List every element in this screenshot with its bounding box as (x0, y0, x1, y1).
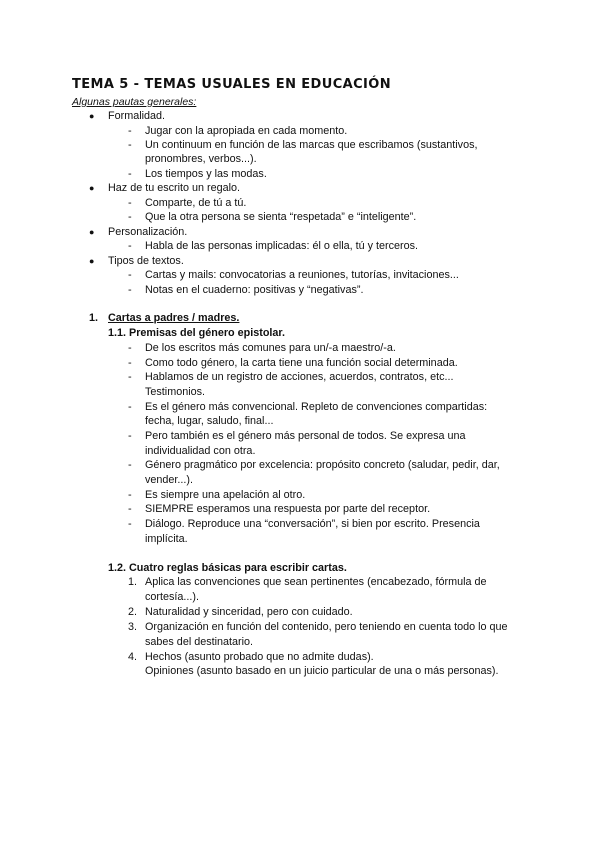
list-item: Diálogo. Reproduce una “conversación”, si bien por escrito. Presencia (145, 518, 480, 530)
rule-number: 4. (128, 651, 138, 663)
list-item-continued: cortesía...). (145, 591, 200, 603)
list-item: Un continuum en función de las marcas que escribamos (sustantivos, (145, 139, 478, 151)
list-item: Organización en función del contenido, pero teniendo en cuenta todo lo que (145, 621, 508, 633)
list-item-continued: individualidad con otra. (145, 445, 256, 457)
list-item: SIEMPRE esperamos una respuesta por parte del receptor. (145, 503, 431, 515)
dash-icon: - (128, 518, 132, 530)
rule-number: 1. (128, 576, 138, 588)
bullet-label: Haz de tu escrito un regalo. (108, 182, 241, 194)
subsection-heading: 1.2. Cuatro reglas básicas para escribir cartas. (108, 562, 347, 574)
list-item-continued: sabes del destinatario. (145, 636, 254, 648)
list-item-continued: pronombres, verbos...). (145, 153, 257, 165)
list-item-continued: Testimonios. (145, 386, 206, 398)
rule-number: 2. (128, 606, 138, 618)
list-item: Comparte, de tú a tú. (145, 197, 247, 209)
section-heading: Cartas a padres / madres. (108, 312, 240, 324)
dash-icon: - (128, 371, 132, 383)
list-item: Habla de las personas implicadas: él o ella, tú y terceros. (145, 240, 419, 252)
dash-icon: - (128, 197, 132, 209)
list-item: Pero también es el género más personal de todos. Se expresa una (145, 430, 466, 442)
list-item: Es siempre una apelación al otro. (145, 489, 306, 501)
dash-icon: - (128, 125, 132, 137)
list-item: Aplica las convenciones que sean pertinentes (encabezado, fórmula de (145, 576, 487, 588)
list-item: Los tiempos y las modas. (145, 168, 267, 180)
dash-icon: - (128, 284, 132, 296)
list-item: De los escritos más comunes para un/-a maestro/-a. (145, 342, 396, 354)
bullet-label: Formalidad. (108, 110, 166, 122)
list-item: Jugar con la apropiada en cada momento. (145, 125, 348, 137)
dash-icon: - (128, 459, 132, 471)
dash-icon: - (128, 430, 132, 442)
rule-number: 3. (128, 621, 138, 633)
dash-icon: - (128, 503, 132, 515)
list-item: Hablamos de un registro de acciones, acuerdos, contratos, etc... (145, 371, 454, 383)
list-item: Notas en el cuaderno: positivas y “negativas”. (145, 284, 364, 296)
subtitle: Algunas pautas generales: (72, 96, 197, 108)
dash-icon: - (128, 401, 132, 413)
section-number: 1. (89, 312, 99, 324)
list-item: Género pragmático por excelencia: propósito concreto (saludar, pedir, dar, (145, 459, 500, 471)
bullet-label: Tipos de textos. (108, 255, 184, 267)
list-item: Es el género más convencional. Repleto de convenciones compartidas: (145, 401, 488, 413)
dash-icon: - (128, 240, 132, 252)
list-item-continued: vender...). (145, 474, 194, 486)
list-item-continued: implícita. (145, 533, 188, 545)
list-item-continued: fecha, lugar, saludo, final... (145, 415, 274, 427)
page-title: TEMA 5 - TEMAS USUALES EN EDUCACIÓN (72, 77, 392, 92)
bullet-icon: ● (89, 183, 95, 193)
dash-icon: - (128, 489, 132, 501)
list-item: Hechos (asunto probado que no admite dudas). (145, 651, 374, 663)
bullet-label: Personalización. (108, 226, 188, 238)
bullet-icon: ● (89, 227, 95, 237)
list-item: Que la otra persona se sienta “respetada” e “inteligente”. (145, 211, 417, 223)
bullet-icon: ● (89, 111, 95, 121)
dash-icon: - (128, 211, 132, 223)
list-item: Cartas y mails: convocatorias a reuniones, tutorías, invitaciones... (145, 269, 459, 281)
list-item-continued: Opiniones (asunto basado en un juicio particular de una o más personas). (145, 665, 499, 677)
dash-icon: - (128, 269, 132, 281)
dash-icon: - (128, 139, 132, 151)
dash-icon: - (128, 168, 132, 180)
list-item: Naturalidad y sinceridad, pero con cuidado. (145, 606, 353, 618)
subsection-heading: 1.1. Premisas del género epistolar. (108, 327, 286, 339)
dash-icon: - (128, 357, 132, 369)
bullet-icon: ● (89, 256, 95, 266)
dash-icon: - (128, 342, 132, 354)
list-item: Como todo género, la carta tiene una función social determinada. (145, 357, 458, 369)
